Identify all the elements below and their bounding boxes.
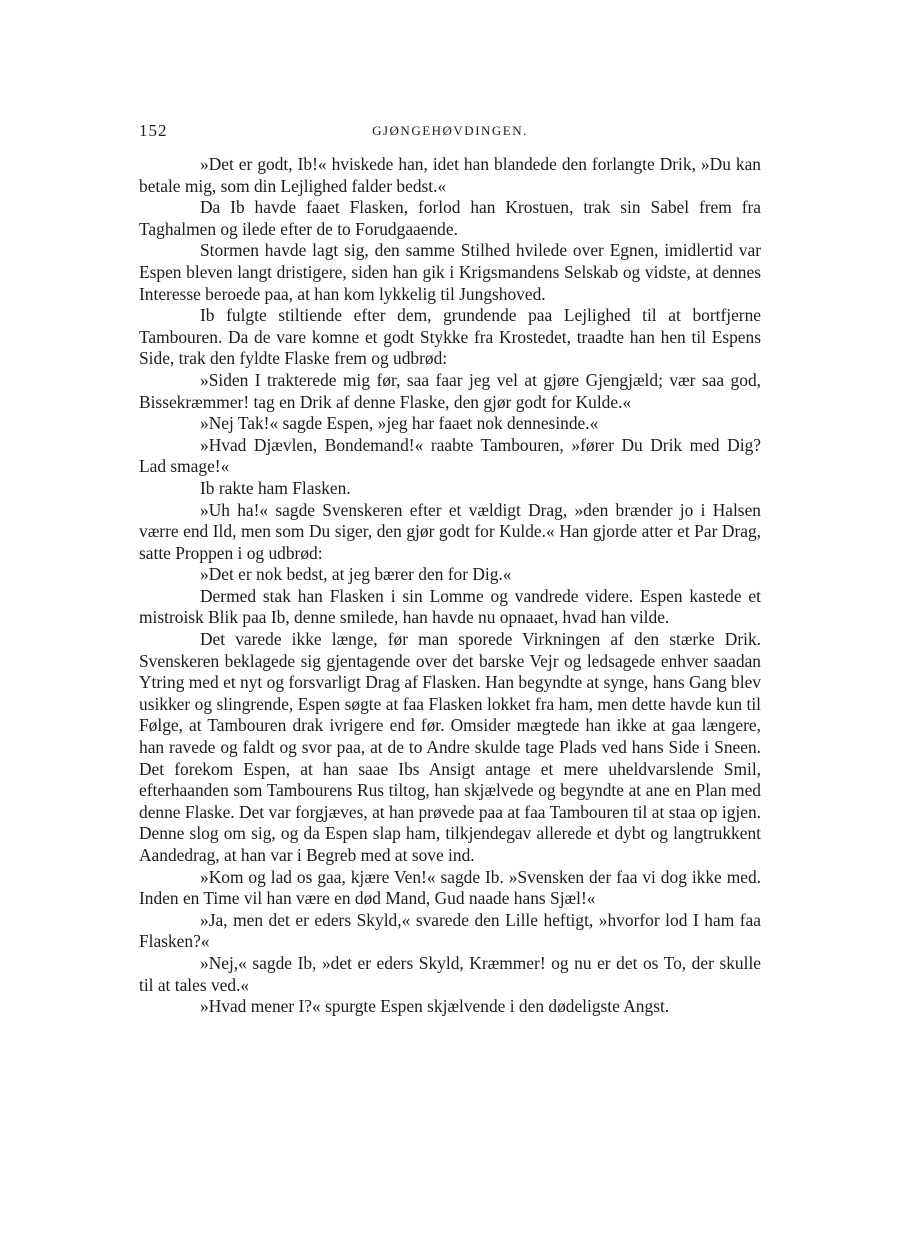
running-title: GJØNGEHØVDINGEN. bbox=[372, 123, 528, 138]
paragraph: Ib fulgte stiltiende efter dem, grundende paa Lejlighed til at bortfjerne Tambouren. Da de vare komne et godt Stykke fra Krostedet, traadte han hen til Espens Side, trak den fyldte Flaske frem og udbrød: bbox=[139, 305, 761, 369]
paragraph: Det varede ikke længe, før man sporede Virkningen af den stærke Drik. Svenskeren beklagede sig gjentagende over det barske Vejr og ledsagede enhver saadan Ytring med et nyt og forsvarligt Drag af Flasken. Han begyndte at synge, hans Gang blev usikker og slingrende, Espen søgte at faa Flasken lokket fra ham, men dette havde kun til Følge, at Tambouren drak ivrigere end før. Omsider mægtede han ikke at gaa længere, han ravede og faldt og svor paa, at de to Andre skulde tage Plads ved hans Side i Sneen. Det forekom Espen, at han saae Ibs Ansigt antage et mere uheldvarslende Smil, efterhaanden som Tambourens Rus tiltog, han skjælvede og begyndte at ane en Plan med denne Flaske. Det var forgjæves, at han prøvede paa at faa Tambouren til at staa op igjen. Denne slog om sig, og da Espen slap ham, tilkjendegav allerede et dybt og langtrukkent Aandedrag, at han var i Begreb med at sove ind. bbox=[139, 629, 761, 865]
paragraph: »Det er godt, Ib!« hviskede han, idet han blandede den forlangte Drik, »Du kan betale mig, som din Lejlighed falder bedst.« bbox=[139, 154, 761, 196]
paragraph: »Nej Tak!« sagde Espen, »jeg har faaet nok dennesinde.« bbox=[200, 413, 599, 434]
paragraph: »Siden I trakterede mig før, saa faar jeg vel at gjøre Gjengjæld; vær saa god, Bissekræmmer! tag en Drik af denne Flaske, den gjør godt for Kulde.« bbox=[139, 369, 761, 412]
page-number: 152 bbox=[139, 121, 168, 140]
paragraph: »Hvad Djævlen, Bondemand!« raabte Tambouren, »fører Du Drik med Dig? Lad smage!« bbox=[139, 434, 761, 477]
paragraph: Da Ib havde faaet Flasken, forlod han Krostuen, trak sin Sabel frem fra Taghalmen og ilede efter de to Forudgaaende. bbox=[139, 197, 761, 239]
paragraph: Stormen havde lagt sig, den samme Stilhed hvilede over Egnen, imidlertid var Espen bleven langt dristigere, siden han gik i Krigsmandens Selskab og vidste, at dennes Interesse beroede paa, at han kom lykkelig til Jungshoved. bbox=[139, 240, 761, 304]
paragraph: »Nej,« sagde Ib, »det er eders Skyld, Kræmmer! og nu er det os To, der skulle til at tales ved.« bbox=[139, 952, 761, 995]
paragraph: »Kom og lad os gaa, kjære Ven!« sagde Ib. »Svensken der faa vi dog ikke med. Inden en Time vil han være en død Mand, Gud naade hans Sjæl!« bbox=[139, 866, 761, 909]
paragraph: »Det er nok bedst, at jeg bærer den for Dig.« bbox=[200, 564, 512, 585]
paragraph: Ib rakte ham Flasken. bbox=[200, 477, 351, 498]
paragraph: Dermed stak han Flasken i sin Lomme og vandrede videre. Espen kastede et mistroisk Blik paa Ib, denne smilede, han havde nu opnaaet, hvad han vilde. bbox=[139, 585, 761, 628]
paragraph: »Ja, men det er eders Skyld,« svarede den Lille heftigt, »hvorfor lod I ham faa Flasken?« bbox=[139, 909, 761, 952]
running-head bbox=[139, 121, 761, 145]
paragraph: »Uh ha!« sagde Svenskeren efter et vældigt Drag, »den brænder jo i Halsen værre end Ild, men som Du siger, den gjør godt for Kulde.« Han gjorde atter et Par Drag, satte Proppen i og udbrød: bbox=[139, 499, 761, 563]
body-text bbox=[139, 154, 761, 1018]
paragraph: »Hvad mener I?« spurgte Espen skjælvende i den dødeligste Angst. bbox=[200, 996, 670, 1017]
